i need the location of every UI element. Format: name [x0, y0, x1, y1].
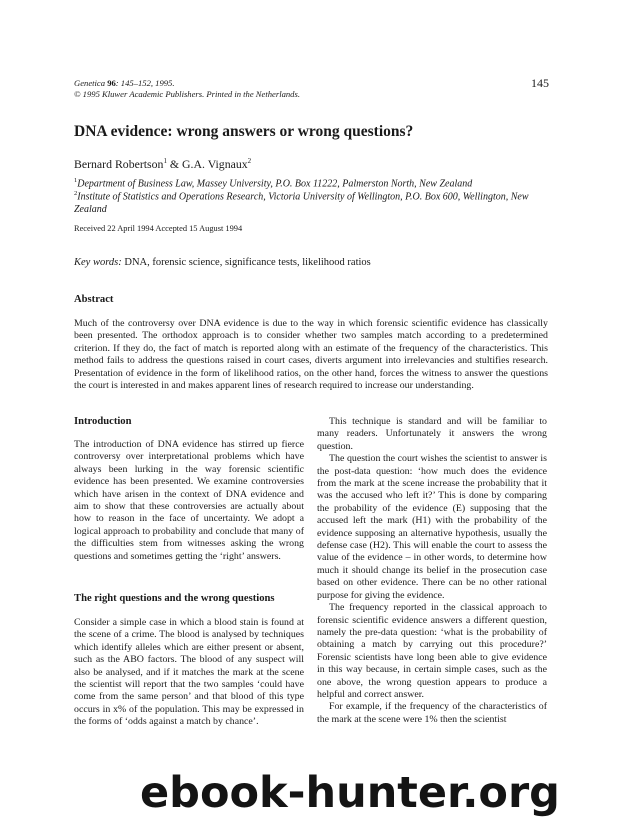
author-2-sup: 2: [247, 157, 252, 166]
author-separator: &: [166, 157, 183, 171]
introduction-paragraph: The introduction of DNA evidence has stirred up fierce controversy over interpretational problems which have always been lurking in the way forensic scientific evidence has been presented. We examine controversies which have arisen in the context of DNA evidence and aim to show that these controversies are actually about how to reason in the face of uncertainty. We adopt a logical approach to probability and conclude that many of the difficulties stem from witnesses asking the wrong questions and sometimes getting the ‘right’ answers.: [74, 439, 304, 562]
journal-name: Genetica: [74, 78, 106, 88]
introduction-heading: Introduction: [74, 416, 132, 427]
journal-pages-year: : 145–152, 1995.: [115, 78, 175, 88]
right-column-paragraph-2: The question the court wishes the scientist to answer is the post-data question: ‘how much does the evidence from the mark at the scene increase the probability that it was the accused who left it?’ This is done by comparing the probability of the evidence (E) supposing that the accused left the mark (H1) with the probability of the evidence supposing an alternative hypothesis, usually the defense case (H2). This will enable the court to assess the value of the evidence – in other words, to determine how much it should change its belief in the prosecution case based on other evidence. There can be no other rational purpose for giving the evidence.: [317, 453, 547, 601]
right-column-paragraph-1: This technique is standard and will be familiar to many readers. Unfortunately it answers the wrong question.: [317, 416, 547, 452]
affiliation-1-sup: 1: [74, 177, 78, 184]
section-heading-right-questions: The right questions and the wrong questions: [74, 593, 275, 604]
journal-citation: [74, 78, 300, 100]
affiliation-2-sup: 2: [74, 190, 78, 197]
affiliation-2-text: Institute of Statistics and Operations Research, Victoria University of Wellington, P.O. Box 600, Wellington, New Zealand: [74, 191, 529, 216]
received-dates: Received 22 April 1994 Accepted 15 August 1994: [74, 224, 243, 233]
keywords-text: DNA, forensic science, significance tests, likelihood ratios: [121, 257, 371, 268]
author-1: Bernard Robertson: [74, 157, 164, 171]
right-column-paragraph-4: For example, if the frequency of the characteristics of the mark at the scene were 1% then the scientist: [317, 701, 547, 725]
author-2: G.A. Vignaux: [182, 157, 248, 171]
watermark-text: ebook-hunter.org: [140, 768, 560, 818]
page-number: 145: [531, 76, 549, 90]
journal-volume: 96: [107, 78, 116, 88]
abstract-paragraph: Much of the controversy over DNA evidence is due to the way in which forensic scientific evidence has classically been presented. The orthodox approach is to consider whether two samples match according to a predetermined criterion. If they do, the fact of match is reported along with an estimate of the frequency of the characteristics. This method fails to address the questions raised in court cases, diverts argument into irrelevancies and stultifies research. Presentation of evidence in the form of likelihood ratios, on the other hand, forces the witness to answer the questions the court is interested in and makes apparent lines of research required to increase our understanding.: [74, 318, 548, 392]
right-column-text: [317, 416, 547, 726]
affiliation-1-text: Department of Business Law, Massey University, P.O. Box 11222, Palmerston North, New Zealand: [77, 178, 473, 190]
affiliation-2: [74, 187, 560, 216]
introduction-text: [74, 439, 304, 563]
copyright-line: © 1995 Kluwer Academic Publishers. Printed in the Netherlands.: [74, 89, 300, 99]
author-line: [74, 157, 251, 172]
keywords-line: [74, 257, 371, 268]
abstract-heading: Abstract: [74, 294, 114, 305]
right-column-paragraph-3: The frequency reported in the classical approach to forensic scientific evidence answers a different question, namely the pre-data question: ‘what is the probability of obtaining a match by carrying out this procedure?’ Forensic scientists have long been able to give evidence in this way because, in certain simple cases, such as the one above, the wrong question appears to produce a helpful and correct answer.: [317, 602, 547, 700]
section-right-questions-paragraph: Consider a simple case in which a blood stain is found at the scene of a crime. The blood is analysed by techniques which identify alleles which are either present or absent, such as the ABO factors. The blood of any suspect will also be analysed, and if it matches the mark at the scene the scientist will report that the two samples ‘could have come from the same person’ and that blood of this type occurs in x% of the population. This may be expressed in the forms of ‘odds against a match by chance’.: [74, 617, 304, 728]
section-right-questions-text: [74, 617, 304, 729]
keywords-label: Key words:: [74, 257, 122, 268]
author-1-sup: 1: [163, 157, 167, 166]
article-title: DNA evidence: wrong answers or wrong questions?: [74, 123, 414, 140]
abstract-text: [74, 318, 548, 392]
